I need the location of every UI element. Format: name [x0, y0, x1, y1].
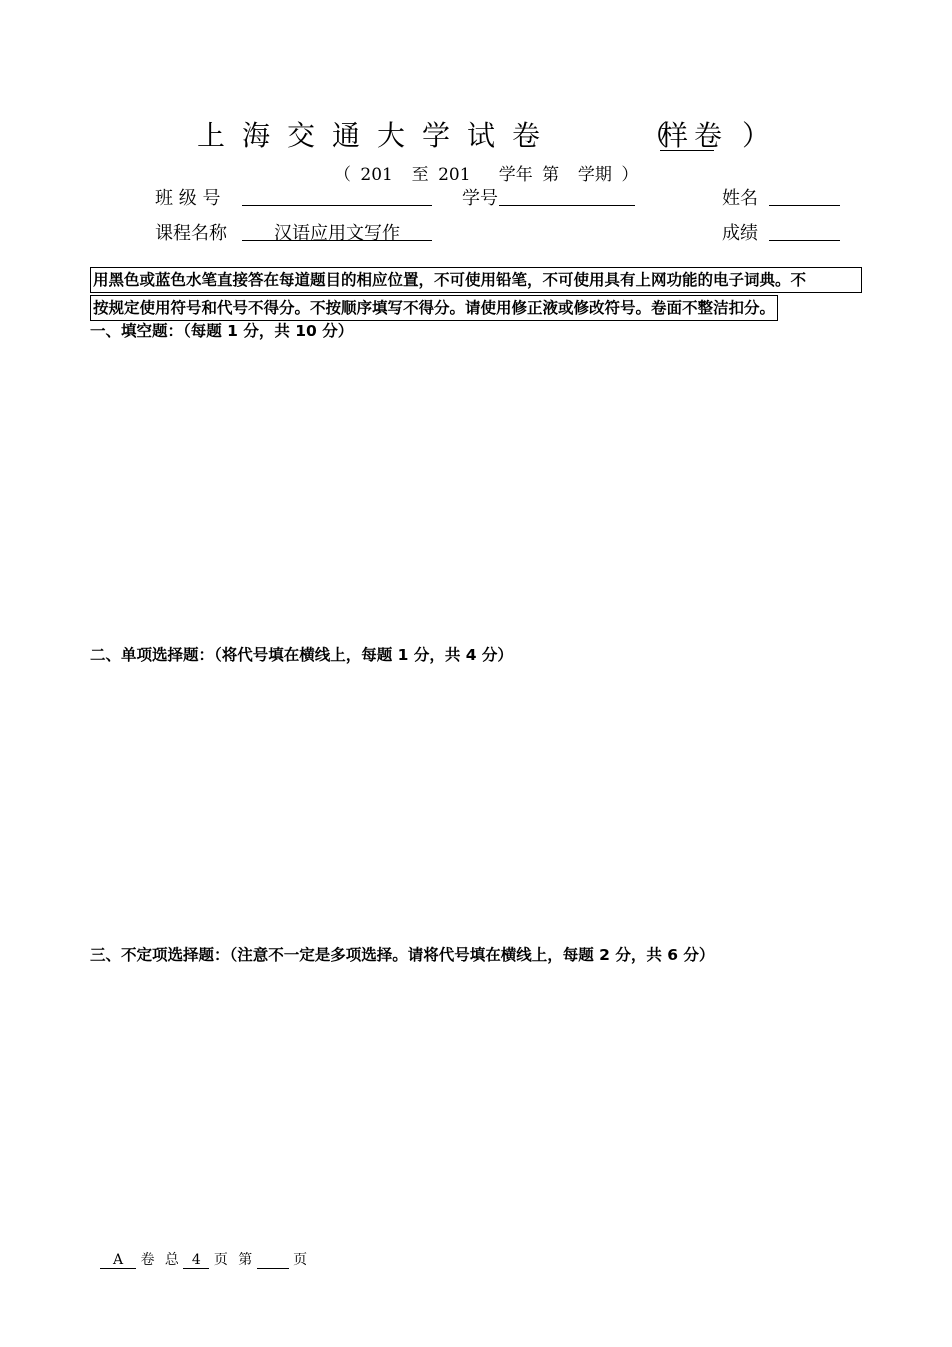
section-single-choice: 二、单项选择题：（将代号填在横线上，每题 1 分，共 4 分） — [90, 646, 513, 664]
footer-di: 第 — [238, 1252, 253, 1268]
student-id-label: 学号 — [462, 188, 498, 209]
name-field[interactable] — [769, 205, 840, 206]
score-label: 成绩 — [722, 223, 758, 244]
instructions-line-1: 用黑色或蓝色水笔直接答在每道题目的相应位置，不可使用铅笔，不可使用具有上网功能的电子词典。不 — [90, 267, 862, 293]
exam-variant: 样卷 — [660, 119, 729, 152]
title-paren-open: （ — [640, 119, 669, 152]
footer-juan: 卷 — [140, 1252, 155, 1268]
name-label: 姓名 — [722, 188, 758, 209]
section-fill-in-blank: 一、填空题：（每题 1 分，共 10 分） — [90, 322, 354, 340]
section-multiple-choice: 三、不定项选择题：（注意不一定是多项选择。请将代号填在横线上，每题 2 分，共 6 分） — [90, 946, 715, 964]
variant-underline — [660, 150, 714, 151]
score-field[interactable] — [769, 240, 840, 241]
page-footer — [100, 1249, 307, 1269]
exam-title-row — [0, 114, 952, 154]
student-id-field[interactable] — [499, 205, 635, 206]
class-number-field[interactable] — [242, 205, 432, 206]
class-number-label: 班 级 号 — [155, 188, 221, 209]
course-name-underline — [242, 240, 432, 241]
footer-ye-2: 页 — [293, 1252, 308, 1268]
title-paren-close: ） — [742, 119, 771, 152]
paper-version: A — [100, 1252, 136, 1269]
course-name-value: 汉语应用文写作 — [274, 223, 400, 244]
total-pages: 4 — [183, 1252, 209, 1269]
footer-ye-1: 页 — [213, 1252, 228, 1268]
footer-total: 总 — [164, 1252, 179, 1268]
instructions-line-2: 按规定使用符号和代号不得分。不按顺序填写不得分。请使用修正液或修改符号。卷面不整洁扣分。 — [90, 295, 778, 321]
exam-instructions — [90, 267, 860, 321]
course-name-label: 课程名称 — [155, 223, 227, 244]
academic-year-line: （ 201 至 201 学年 第 学期 ） — [334, 165, 639, 185]
exam-title: 上海交通大学试卷 — [197, 119, 558, 152]
current-page-field[interactable] — [257, 1252, 289, 1269]
